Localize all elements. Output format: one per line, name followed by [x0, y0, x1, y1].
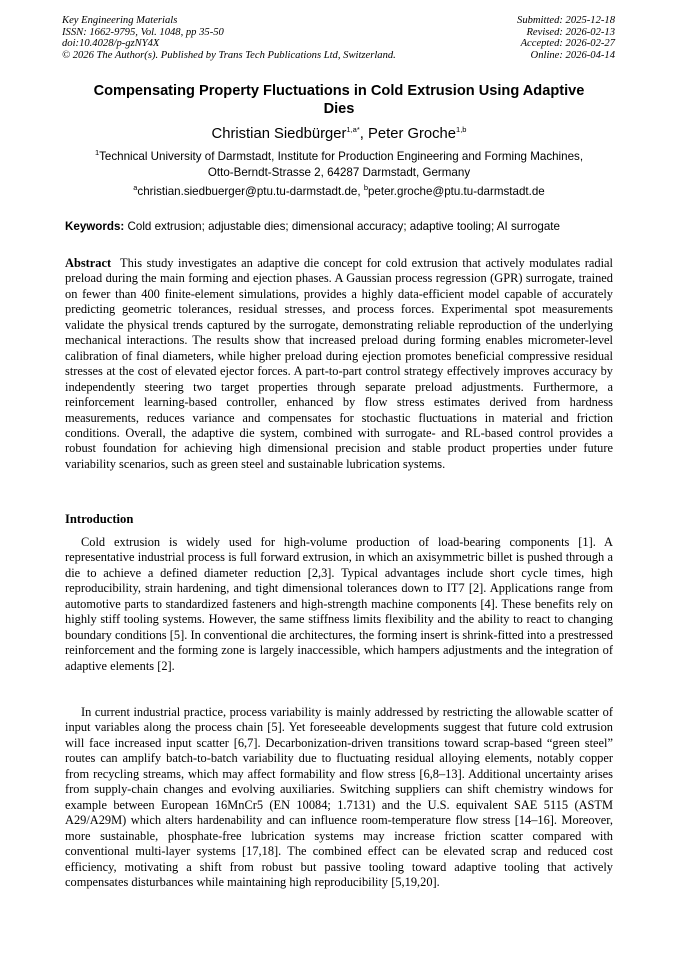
keywords-text: Cold extrusion; adjustable dies; dimensional accuracy; adaptive tooling; AI surrogate	[127, 220, 560, 233]
keywords-label: Keywords:	[65, 220, 125, 233]
journal-name: Key Engineering Materials	[62, 15, 178, 26]
abstract-label: Abstract	[65, 256, 112, 270]
revised-date: Revised: 2026-02-13	[526, 26, 615, 38]
journal-info	[62, 15, 396, 61]
email-line: $^a$christian.siedbuerger@ptu.tu-darmstadt.de, $^b$peter.groche@ptu.tu-darmstadt.de	[133, 183, 545, 198]
online-date: Online: 2026-04-14	[530, 49, 615, 61]
copyright-line: © 2026 The Author(s). Published by Trans Tech Publications Ltd, Switzerland.	[62, 49, 396, 61]
email-superscript: b	[363, 183, 368, 193]
author-name: Peter Groche	[368, 126, 457, 142]
journal-doi: doi:10.4028/p-gzNY4X	[62, 38, 160, 50]
abstract-text: This study investigates an adaptive die concept for cold extrusion that actively modulates radial preload during the main forming and ejection phases. A Gaussian process regression (GPR) surrogate, trained on fewer than 400 finite-element simulations, provides a highly data-efficient model capable of accurately predicting geometric tolerances, residual stresses, and process forces. Experimental spot measurements validate the physical trends captured by the surrogate, demonstrating reliable reproduction of the underlying mechanical interactions. The results show that increased preload during forming enables micrometer-level calibration of final diameters, while higher preload during ejection promotes beneficial compressive residual stresses at the cost of elevated ejector forces. A part-to-part control strategy effectively improves accuracy by independently steering two target properties through separate preload adjustments. Furthermore, a reinforcement learning-based controller, enhanced by flow stress estimates derived from hardness measurements, reduces variance and compensates for stochastic fluctuations in material and friction conditions. Overall, the adaptive die system, combined with surrogate- and RL-based control provides a robust foundation for achieving high dimensional precision and stable product properties under future variability scenarios, such as green steel and sustainable lubrication systems.	[65, 256, 613, 471]
keywords	[65, 219, 617, 235]
author-superscript: 1,b	[456, 125, 467, 135]
author-name: Christian Siedbürger	[211, 126, 347, 142]
accepted-date: Accepted: 2026-02-27	[520, 38, 615, 50]
affiliation-line: Technical University of Darmstadt, Institute for Production Engineering and Forming Machines,	[99, 150, 584, 163]
affiliation	[62, 149, 616, 181]
affiliation-superscript: 1	[94, 148, 100, 158]
author-superscript: 1,a*	[346, 125, 360, 135]
paragraph: In current industrial practice, process variability is mainly addressed by restricting the allowable scatter of input variables along the process chain [5]. Yet foreseeable developments suggest that future cold extrusion will face increased input scatter [6,7]. Decarbonization-driven transitions toward scrap-based “green steel” routes can amplify batch-to-batch variability due to fluctuating residual alloying elements, notably copper from recycling streams, which may affect formability and flow stress [6,8–13]. Additional uncertainty arises from supply-chain changes and evolving auxiliaries. Switching suppliers can shift chemistry windows for example between European 16MnCr5 (EN 10084; 1.7131) and the U.S. equivalent SAE 5115 (ASTM A29/A29M) which alters hardenability and can influence room-temperature flow stress [14–16]. Moreover, more sustainable, phosphate-free lubrication systems may increase friction scatter compared with conventional multi-layer systems [17,18]. The combined effect can be elevated scrap and reduced cost efficiency, motivating a shift from robust but passive tooling toward adaptive tooling that actively compensates disturbances while maintaining high reproducibility [5,19,20].	[65, 705, 613, 889]
publication-dates	[517, 15, 615, 61]
submitted-date: Submitted: 2025-12-18	[517, 15, 615, 26]
paper-title: Compensating Property Fluctuations in Cold Extrusion Using Adaptive Dies	[93, 83, 585, 117]
email-superscript: a	[133, 183, 138, 193]
abstract	[65, 256, 613, 472]
paragraph: Cold extrusion is widely used for high-volume production of load-bearing components [1]. A representative industrial process is full forward extrusion, in which an axisymmetric billet is pushed through a die to achieve a defined diameter reduction [2,3]. Typical advantages include short cycle times, high reproducibility, strain hardening, and tight dimensional tolerances down to IT7 [2]. Applications range from automotive parts to standardized fasteners and high-strength machine components [4]. These benefits rely on highly stiff tooling systems. However, the same stiffness limits flexibility and the ability to react to changing boundary conditions [5]. In conventional die architectures, the forming insert is shrink-fitted into a prestressed reinforcement and the forming zone is largely inaccessible, which hampers adjustments and the integration of adaptive elements [2].	[65, 535, 613, 673]
email-link[interactable]: christian.siedbuerger@ptu.tu-darmstadt.de	[137, 185, 358, 198]
email-link[interactable]: peter.groche@ptu.tu-darmstadt.de	[367, 185, 545, 198]
section-heading: Introduction	[65, 512, 134, 526]
affiliation-line: Otto-Berndt-Strasse 2, 64287 Darmstadt, Germany	[207, 166, 471, 179]
author-list: Christian Siedbürger$^{1,a*}$, Peter Groche$^{1,b}$	[211, 125, 467, 142]
journal-issn: ISSN: 1662-9795, Vol. 1048, pp 35-50	[62, 26, 224, 38]
